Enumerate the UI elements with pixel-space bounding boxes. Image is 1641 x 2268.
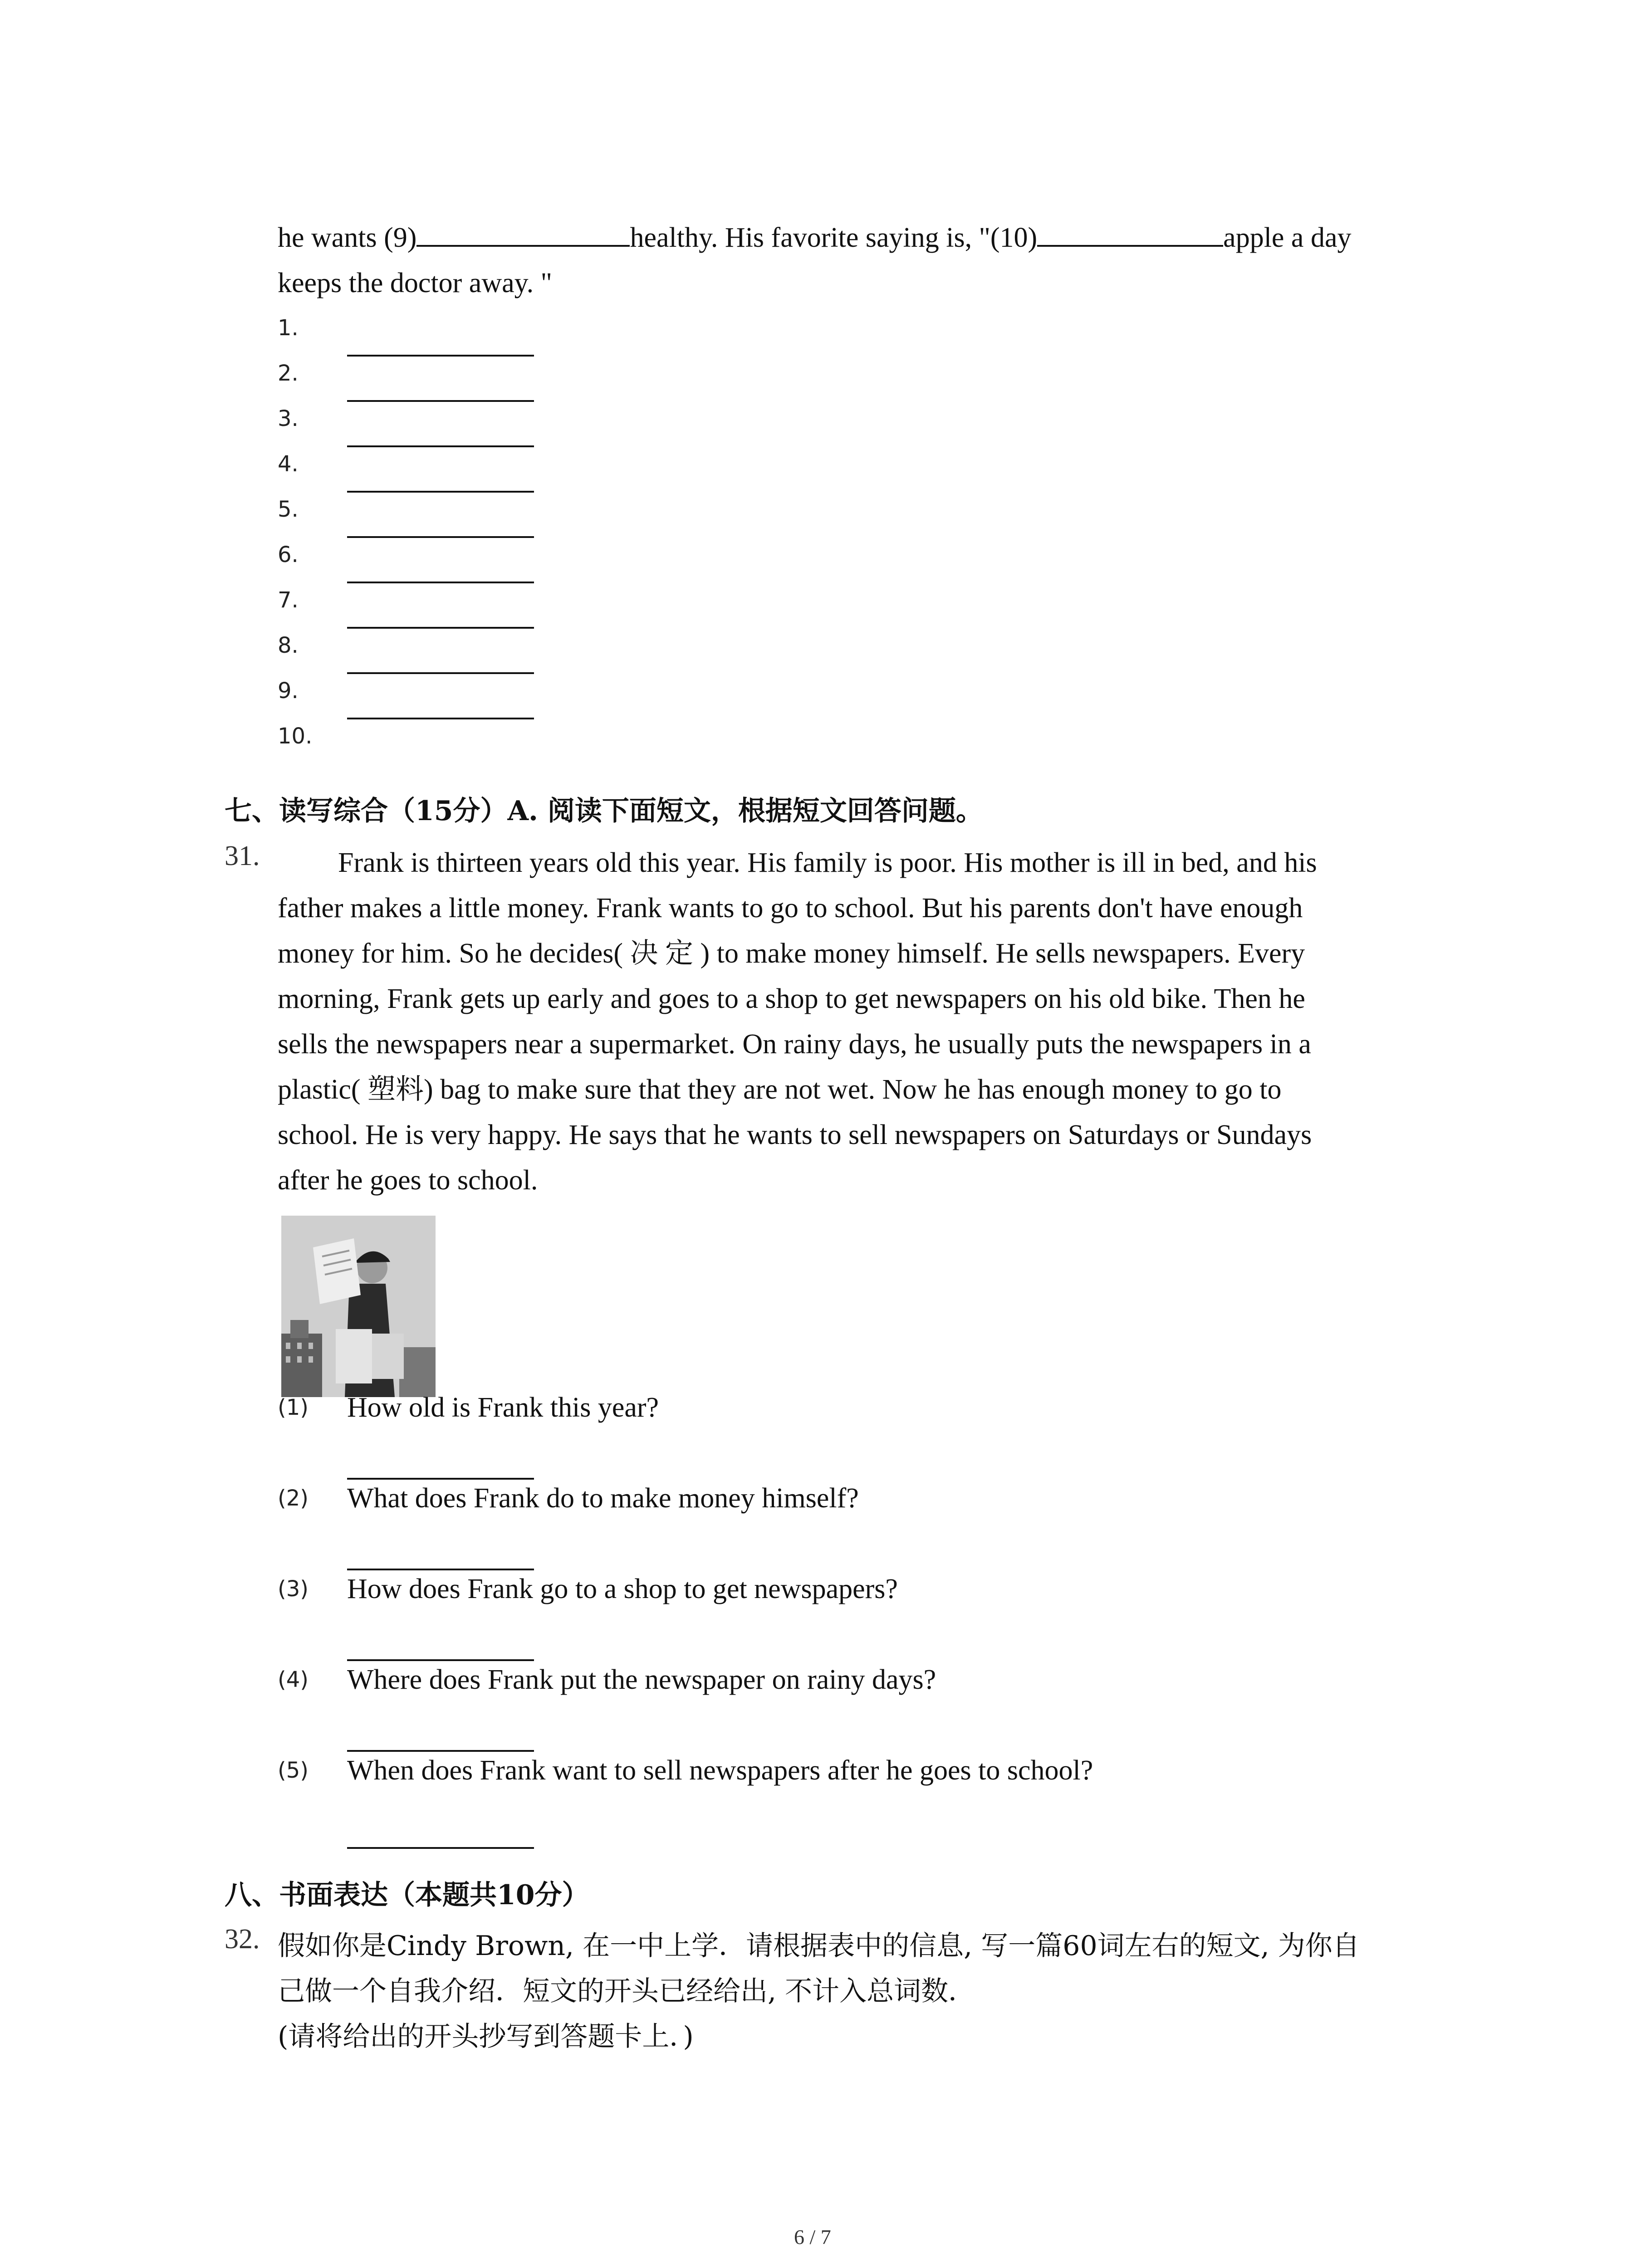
newspaper-boy-photo xyxy=(281,1216,436,1397)
passage-line: after he goes to school. xyxy=(278,1165,538,1196)
passage-line: money for him. So he decides( 决 定 ) to make money himself. He sells newspapers. Every xyxy=(278,938,1305,969)
answer-number: 1. xyxy=(278,315,299,341)
answer-number: 10. xyxy=(278,723,313,749)
answer-blank-9[interactable] xyxy=(416,241,630,247)
sub-question-number: (3) xyxy=(278,1576,309,1602)
sub-answer-line[interactable] xyxy=(347,1569,534,1570)
answer-number: 7. xyxy=(278,587,299,613)
writing-prompt-line: (请将给出的开头抄写到答题卡上．) xyxy=(278,2021,694,2053)
page-number: 6 / 7 xyxy=(794,2225,831,2248)
newspaper-boy-illustration xyxy=(281,1216,436,1397)
passage-line: Frank is thirteen years old this year. His family is poor. His mother is ill in bed, and his xyxy=(338,847,1317,878)
question-number-31: 31. xyxy=(225,841,260,871)
section-8-heading: 八、书面表达（本题共10分） xyxy=(225,1879,589,1911)
section-7-heading: 七、读写综合（15分）A. 阅读下面短文，根据短文回答问题。 xyxy=(225,795,983,827)
question-number-32: 32. xyxy=(225,1924,260,1955)
sub-answer-line[interactable] xyxy=(347,1478,534,1480)
passage-line: father makes a little money. Frank wants to go to school. But his parents don't have enough xyxy=(278,893,1303,924)
sub-question-text: How does Frank go to a shop to get newspapers? xyxy=(347,1574,898,1604)
answer-number: 9. xyxy=(278,678,299,704)
sub-question-number: (1) xyxy=(278,1395,309,1420)
answer-blank-10[interactable] xyxy=(1037,241,1223,247)
passage-line: morning, Frank gets up early and goes to a shop to get newspapers on his old bike. Then he xyxy=(278,983,1305,1014)
answer-number: 4. xyxy=(278,451,299,477)
answer-number: 2. xyxy=(278,361,299,386)
answer-number: 8. xyxy=(278,633,299,658)
paragraph-line-2: keeps the doctor away. " xyxy=(278,268,552,298)
text-segment: he wants (9) xyxy=(278,222,417,253)
sub-answer-line[interactable] xyxy=(347,1847,534,1849)
sub-question-number: (2) xyxy=(278,1486,309,1511)
passage-line: school. He is very happy. He says that he wants to sell newspapers on Saturdays or Sundays xyxy=(278,1119,1312,1150)
answer-line[interactable] xyxy=(347,355,534,357)
answer-line[interactable] xyxy=(347,672,534,674)
answer-line[interactable] xyxy=(347,582,534,583)
passage-line: plastic( 塑料) bag to make sure that they are not wet. Now he has enough money to go to xyxy=(278,1074,1282,1105)
text-segment: healthy. His favorite saying is, "(10) xyxy=(630,222,1038,253)
sub-question-text: When does Frank want to sell newspapers after he goes to school? xyxy=(347,1755,1093,1786)
passage-line: sells the newspapers near a supermarket. On rainy days, he usually puts the newspapers in a xyxy=(278,1029,1311,1060)
answer-line[interactable] xyxy=(347,445,534,447)
writing-prompt-line: 假如你是Cindy Brown, 在一中上学．请根据表中的信息, 写一篇60词左右的短文, 为你自 xyxy=(278,1930,1360,1962)
answer-line[interactable] xyxy=(347,627,534,629)
paragraph-line-1 xyxy=(278,215,1351,260)
answer-line[interactable] xyxy=(347,718,534,719)
answer-line[interactable] xyxy=(347,400,534,402)
sub-question-number: (5) xyxy=(278,1758,309,1783)
answer-number: 5. xyxy=(278,497,299,522)
sub-question-text: What does Frank do to make money himself? xyxy=(347,1483,859,1514)
sub-answer-line[interactable] xyxy=(347,1750,534,1752)
sub-answer-line[interactable] xyxy=(347,1659,534,1661)
sub-question-number: (4) xyxy=(278,1667,309,1692)
sub-question-text: Where does Frank put the newspaper on rainy days? xyxy=(347,1664,936,1695)
text-segment: apple a day xyxy=(1223,222,1352,253)
answer-number: 6. xyxy=(278,542,299,567)
answer-line[interactable] xyxy=(347,491,534,493)
answer-number: 3. xyxy=(278,406,299,431)
answer-line[interactable] xyxy=(347,536,534,538)
writing-prompt-line: 己做一个自我介绍．短文的开头已经给出, 不计入总词数． xyxy=(278,1975,976,2007)
sub-question-text: How old is Frank this year? xyxy=(347,1392,659,1423)
